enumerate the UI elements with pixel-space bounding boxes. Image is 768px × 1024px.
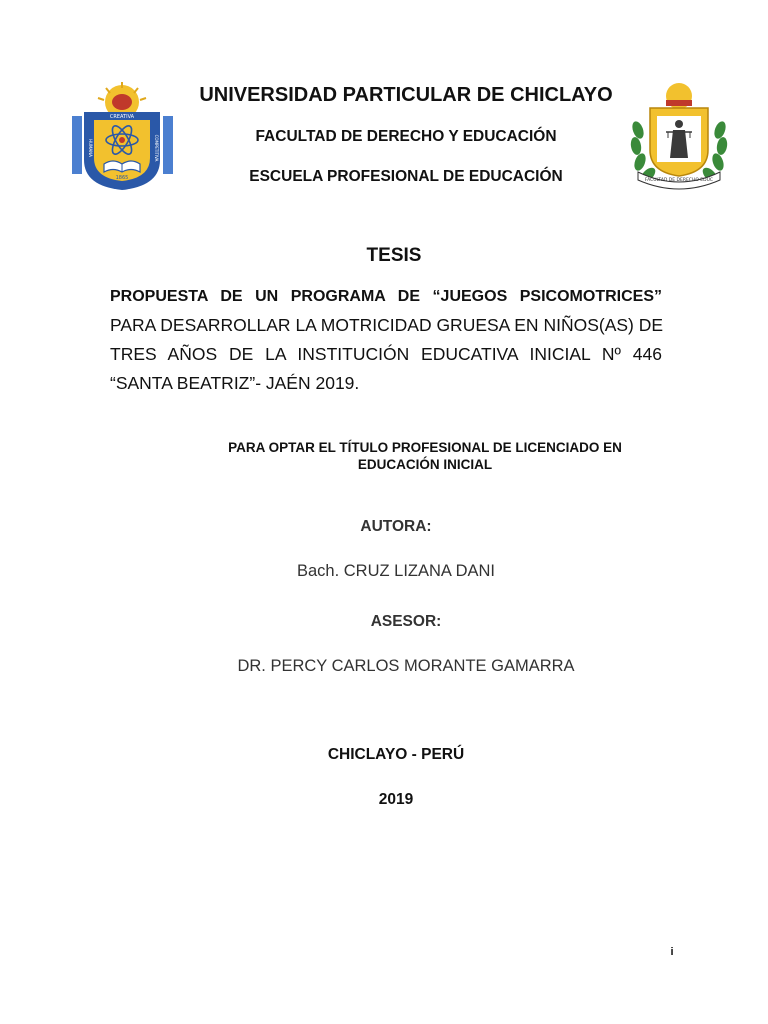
document-type-label: TESIS bbox=[366, 245, 422, 266]
author-name: Bach. CRUZ LIZANA DANI bbox=[296, 562, 496, 580]
city-country: CHICLAYO - PERÚ bbox=[327, 746, 465, 763]
title-line: “SANTA BEATRIZ”- JAÉN 2019. bbox=[110, 373, 360, 393]
svg-text:1865: 1865 bbox=[115, 175, 129, 181]
year: 2019 bbox=[378, 791, 414, 808]
advisor-name: DR. PERCY CARLOS MORANTE GAMARRA bbox=[237, 657, 575, 675]
svg-text:FACULTAD DE DERECHO EDUC: FACULTAD DE DERECHO EDUC bbox=[644, 178, 714, 183]
page-number: i bbox=[670, 946, 674, 958]
faculty-name: FACULTAD DE DERECHO Y EDUCACIÓN bbox=[255, 128, 557, 145]
svg-text:HUMANA: HUMANA bbox=[88, 139, 93, 157]
university-name: UNIVERSIDAD PARTICULAR DE CHICLAYO bbox=[199, 84, 613, 106]
advisor-label: ASESOR: bbox=[370, 613, 442, 630]
degree-line: PARA OPTAR EL TÍTULO PROFESIONAL DE LICENCIADO EN bbox=[228, 440, 622, 455]
svg-text:COMPETITIVA: COMPETITIVA bbox=[154, 134, 159, 162]
degree-statement bbox=[190, 439, 660, 473]
title-line: TRES AÑOS DE LA INSTITUCIÓN EDUCATIVA INICIAL Nº 446 bbox=[110, 344, 662, 364]
svg-text:CREATIVA: CREATIVA bbox=[109, 114, 135, 120]
thesis-title bbox=[110, 282, 662, 398]
degree-line: EDUCACIÓN INICIAL bbox=[357, 457, 493, 472]
title-line: PARA DESARROLLAR LA MOTRICIDAD GRUESA EN NIÑOS(AS) DE bbox=[110, 315, 664, 335]
author-label: AUTORA: bbox=[360, 518, 432, 535]
title-line: PROPUESTA DE UN PROGRAMA DE “JUEGOS PSICOMOTRICES” bbox=[110, 288, 662, 305]
school-name: ESCUELA PROFESIONAL DE EDUCACIÓN bbox=[249, 168, 563, 185]
